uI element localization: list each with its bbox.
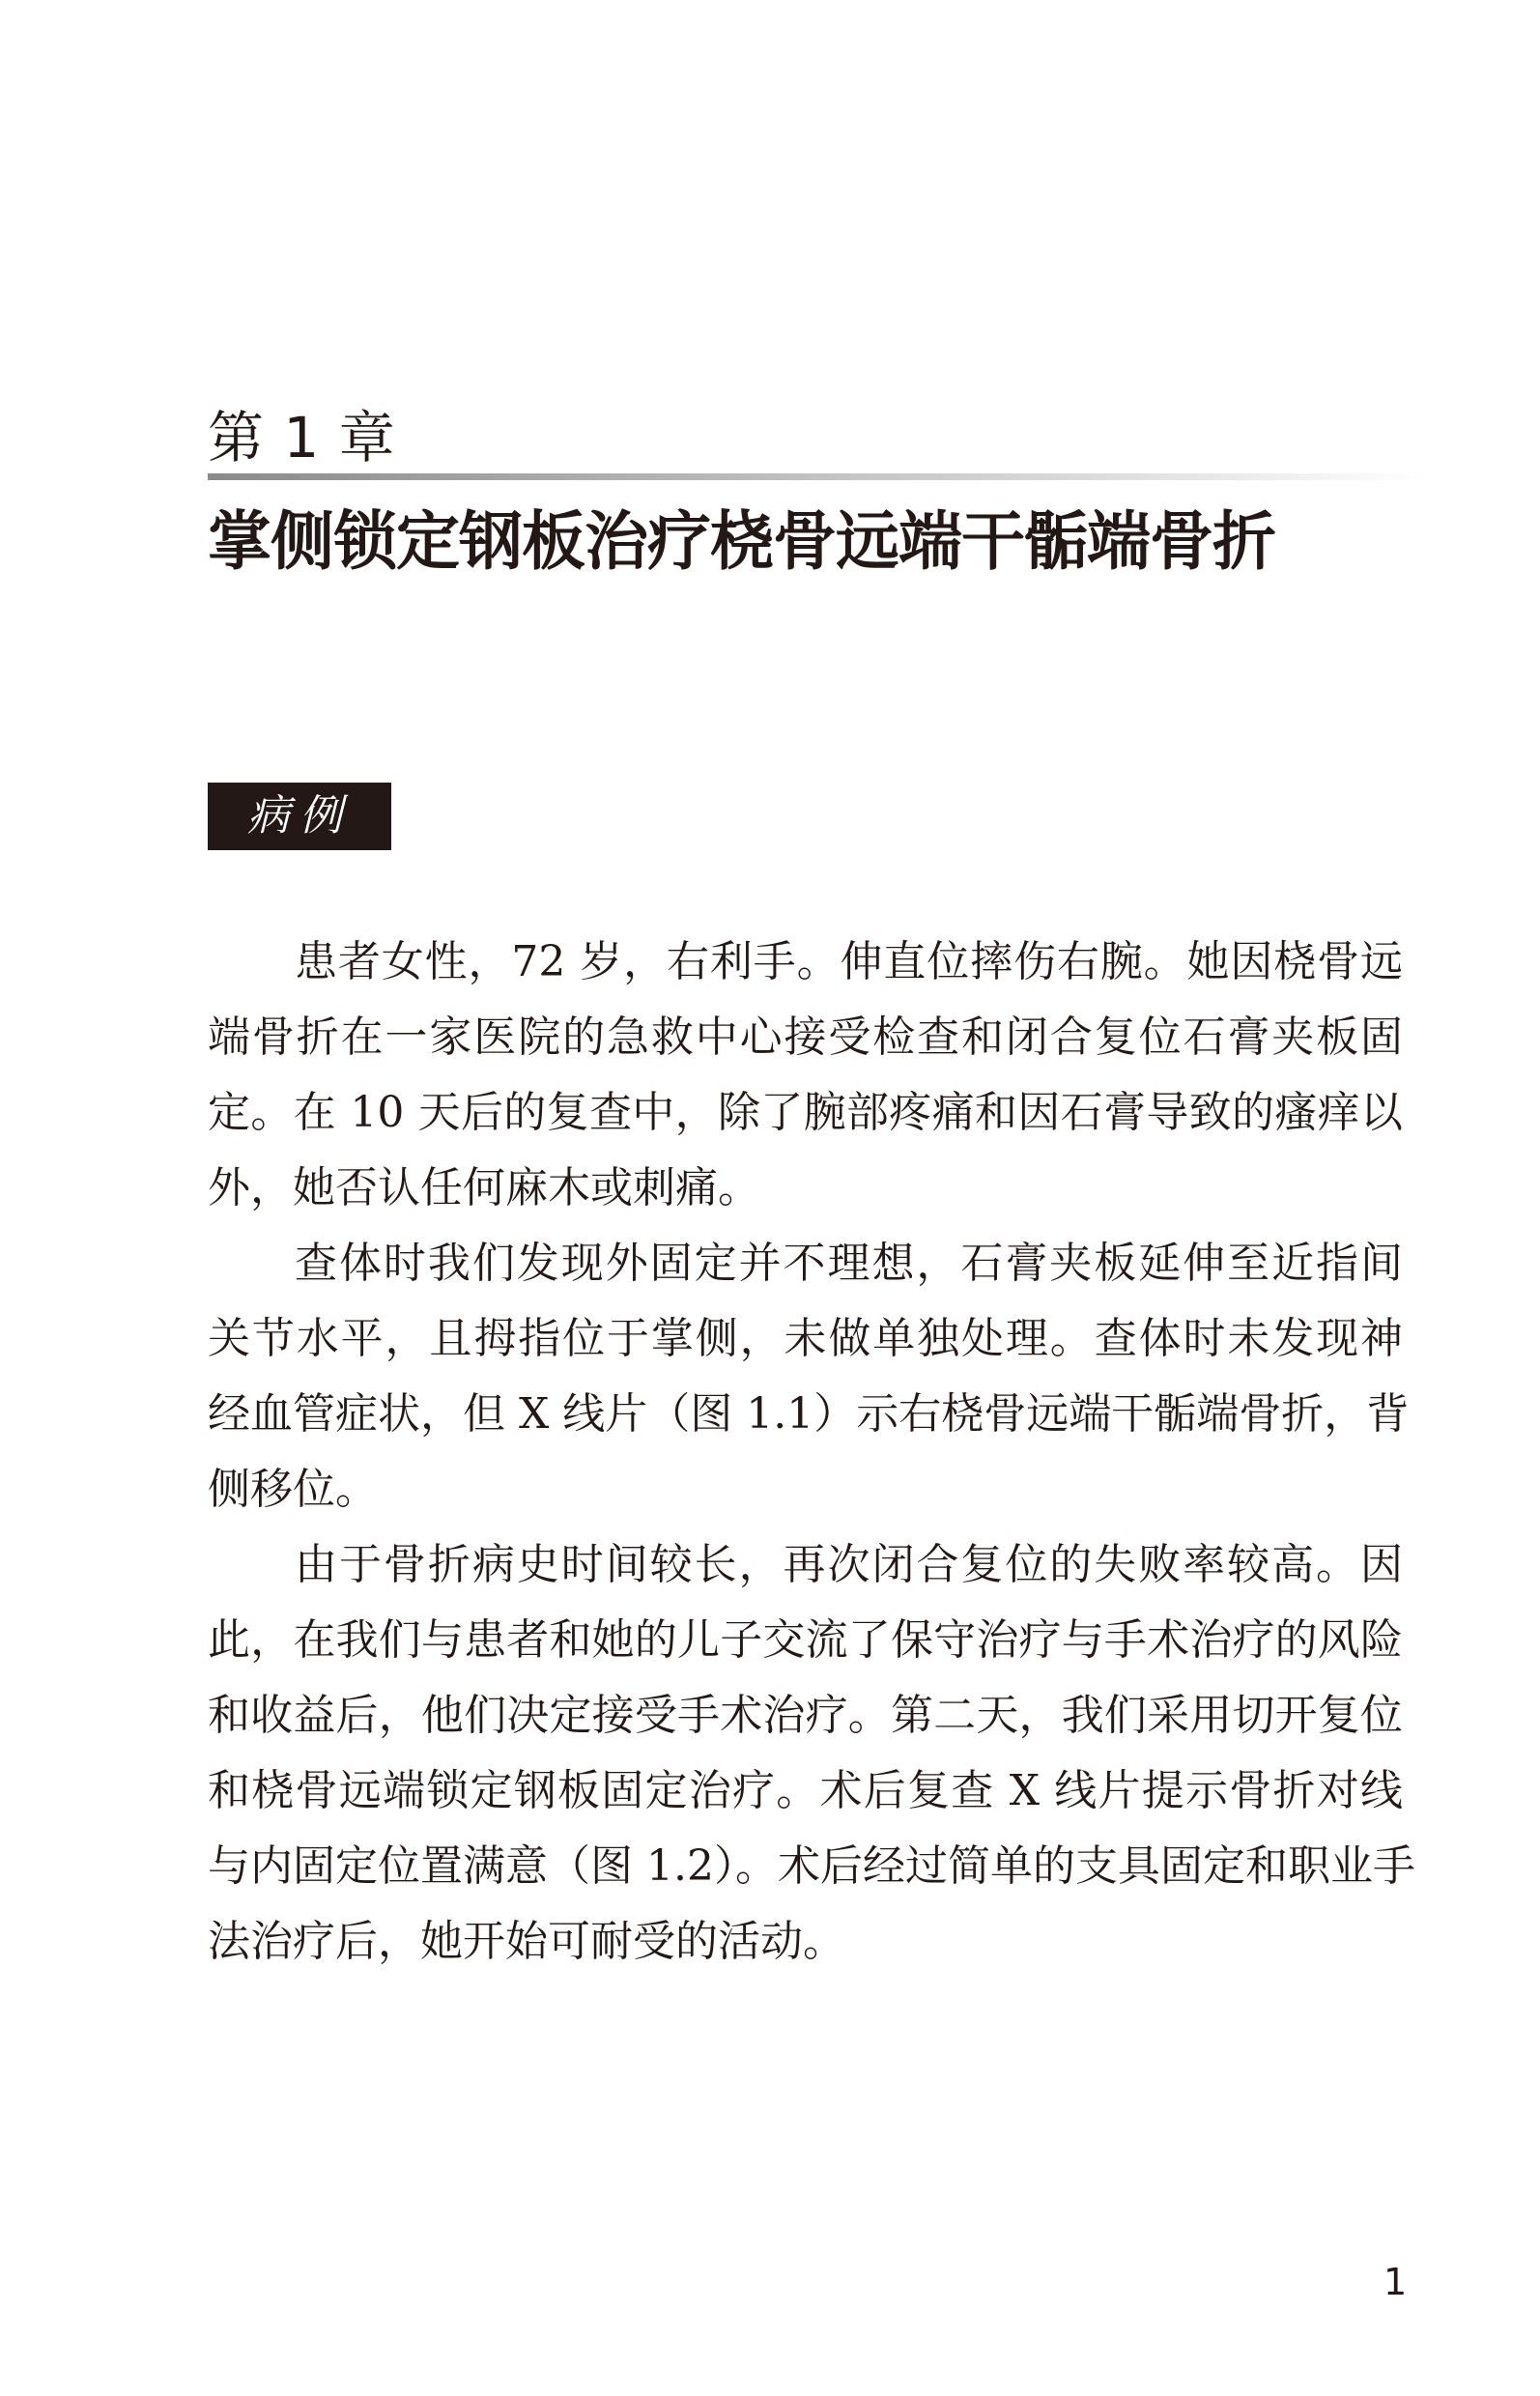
paragraph-line: 端骨折在一家医院的急救中心接受检查和闭合复位石膏夹板固 — [208, 1013, 1403, 1062]
paragraph-line: 定。在 10 天后的复查中，除了腕部疼痛和因石膏导致的瘙痒以 — [208, 1088, 1403, 1137]
paragraph-line: 患者女性，72 岁，右利手。伸直位摔伤右腕。她因桡骨远 — [295, 937, 1403, 986]
page-number: 1 — [1383, 2261, 1408, 2303]
chapter-divider — [208, 473, 1425, 480]
paragraph-line: 此，在我们与患者和她的儿子交流了保守治疗与手术治疗的风险 — [208, 1615, 1403, 1665]
paragraph-line: 经血管症状，但 X 线片（图 1.1）示右桡骨远端干骺端骨折，背 — [208, 1389, 1410, 1439]
paragraph-line: 与内固定位置满意（图 1.2）。术后经过简单的支具固定和职业手 — [208, 1841, 1415, 1891]
chapter-label: 第 1 章 — [208, 405, 396, 471]
paragraph-line: 和收益后，他们决定接受手术治疗。第二天，我们采用切开复位 — [208, 1691, 1403, 1740]
paragraph-line: 法治疗后，她开始可耐受的活动。 — [208, 1917, 845, 1966]
paragraph-line: 关节水平，且拇指位于掌侧，未做单独处理。查体时未发现神 — [208, 1314, 1403, 1363]
paragraph-line: 外，她否认任何麻木或刺痛。 — [208, 1163, 760, 1212]
paragraph-line: 侧移位。 — [208, 1465, 378, 1514]
paragraph-line: 由于骨折病史时间较长，再次闭合复位的失败率较高。因 — [295, 1540, 1403, 1589]
paragraph-line: 查体时我们发现外固定并不理想，石膏夹板延伸至近指间 — [295, 1239, 1403, 1288]
paragraph-line: 和桡骨远端锁定钢板固定治疗。术后复查 X 线片提示骨折对线 — [208, 1766, 1403, 1815]
section-tag: 病例 — [208, 783, 391, 850]
chapter-title: 掌侧锁定钢板治疗桡骨远端干骺端骨折 — [208, 503, 1275, 579]
